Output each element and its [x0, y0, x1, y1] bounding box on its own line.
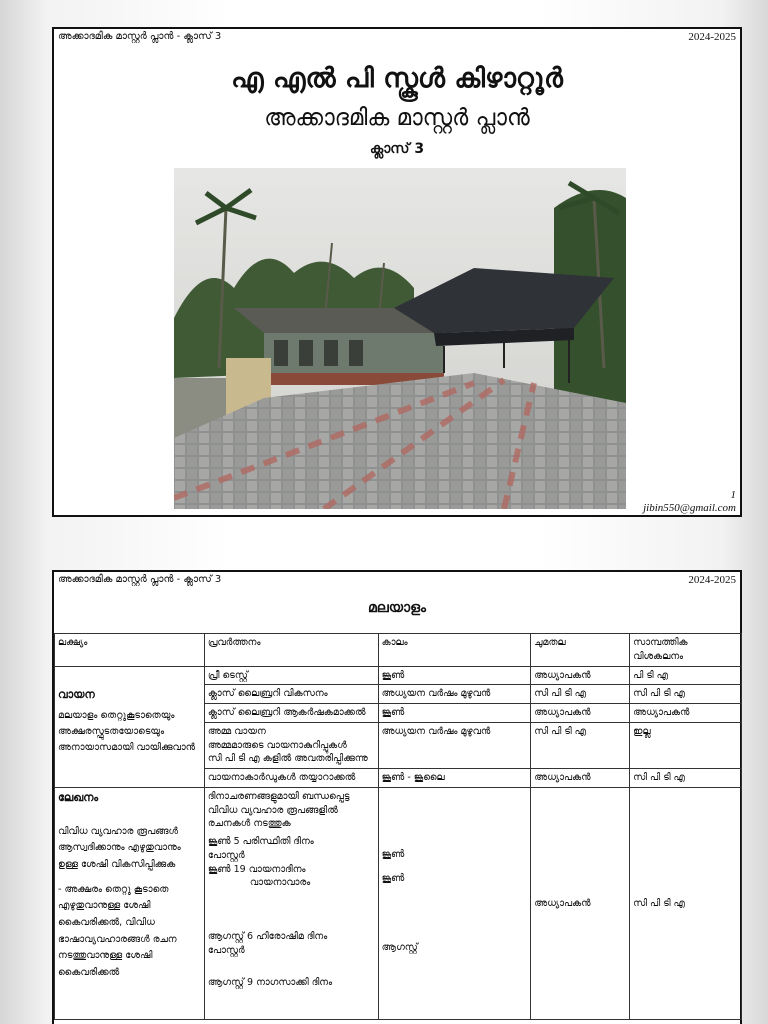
writing-heading: ലേഖനം — [58, 790, 99, 804]
table-row — [55, 666, 742, 685]
page-number: 1 — [730, 489, 736, 501]
writing-time-cell — [378, 787, 531, 1019]
school-photo — [174, 168, 626, 509]
responsibility-cell: സി പി ടി എ — [531, 722, 630, 768]
col-header-responsibility: ചുമതല — [531, 634, 630, 667]
activity-line: പോസ്റ്റർ — [207, 849, 245, 861]
finance-cell: പി ടി എ — [630, 666, 742, 685]
activity-cell: ക്ലാസ് ലൈബ്രറി വികസനം — [204, 685, 378, 704]
writing-goal-1: വിവിധ വ്യവഹാര രൂപങ്ങൾ ആസ്വദിക്കാനും എഴുതുവാനും ഉള്ള ശേഷി വികസിപ്പിക്കുക — [58, 825, 181, 871]
finance-cell: അധ്യാപകൻ — [630, 704, 742, 723]
activity-line: വായനാവാരം — [249, 877, 311, 889]
time-cell: അധ്യയന വർഷം മുഴുവൻ — [378, 722, 531, 768]
time-line: ജൂൺ — [381, 872, 405, 884]
activity-line: സി പി ടി എ കളിൽ അവതരിപ്പിക്കുന്നു — [207, 753, 368, 765]
writing-activity-cell — [204, 787, 378, 1019]
header-left: അക്കാദമിക മാസ്റ്റർ പ്ലാൻ - ക്ലാസ് 3 — [58, 574, 222, 585]
writing-activity-intro: ദിനാചരണങ്ങളുമായി ബന്ധപ്പെട്ട വിവിധ വ്യവഹാര രൂപങ്ങളിൽ രചനകൾ നടത്തുക — [207, 790, 350, 830]
class-title: ക്ലാസ് 3 — [369, 141, 425, 157]
table-header-row — [55, 634, 742, 667]
writing-responsibility-cell: അധ്യാപകൻ — [531, 787, 630, 1019]
responsibility-cell: സി പി ടി എ — [531, 685, 630, 704]
malayalam-plan-page — [52, 570, 742, 1024]
responsibility-cell: അധ്യാപകൻ — [531, 769, 630, 788]
plan-title: അക്കാദമിക മാസ്റ്റർ പ്ലാൻ — [264, 105, 530, 131]
writing-finance-cell: സി പി ടി എ — [630, 787, 742, 1019]
time-cell: അധ്യയന വർഷം മുഴുവൻ — [378, 685, 531, 704]
activity-line: ജൂൺ 5 പരിസ്ഥിതി ദിനം — [207, 836, 314, 848]
finance-cell: സി പി ടി എ — [630, 685, 742, 704]
responsibility-cell: അധ്യാപകൻ — [531, 704, 630, 723]
finance-cell: ഇല്ല — [630, 722, 742, 768]
writing-goal-cell — [55, 787, 205, 1019]
time-cell: ജൂൺ - ജൂലൈ — [378, 769, 531, 788]
header-year: 2024-2025 — [688, 574, 736, 586]
col-header-time: കാലം — [378, 634, 531, 667]
finance-cell: സി പി ടി എ — [630, 769, 742, 788]
writing-goal-2: - അക്ഷരം തെറ്റു കൂടാതെ എഴുതുവാനുള്ള ശേഷി കൈവരിക്കൽ, വിവിധ ഭാഷാവ്യവഹാരങ്ങൾ രചന നടത്തുവാനുള്ള ശേഷി കൈവരിക്കൽ — [58, 883, 177, 978]
reading-goal: മലയാളം തെറ്റുകൂടാതെയും അക്ഷരസ്ഫുടതയോടെയും അനായാസമായി വായിക്കുവാൻ — [58, 710, 196, 753]
footer-email: jibin550@gmail.com — [643, 502, 736, 514]
activity-line: അമ്മ വായന — [207, 725, 266, 737]
cover-page — [52, 27, 742, 517]
activity-cell: പ്രീ ടെസ്റ്റ് — [204, 666, 378, 685]
time-line: ആഗസ്റ്റ് — [381, 942, 418, 954]
col-header-finance: സാമ്പത്തിക വിശകലനം — [630, 634, 742, 667]
col-header-activity: പ്രവർത്തനം — [204, 634, 378, 667]
time-cell: ജൂൺ — [378, 666, 531, 685]
col-header-goal: ലക്ഷ്യം — [55, 634, 205, 667]
table-row — [55, 787, 742, 1019]
activity-line: അമ്മമാരുടെ വായനാകുറിപ്പുകൾ — [207, 739, 347, 751]
activity-line: ആഗസ്റ്റ് 6 ഹിരോഷിമ ദിനം — [207, 931, 328, 943]
activity-cell — [204, 722, 378, 768]
reading-goal-cell — [55, 666, 205, 787]
activity-line: പോസ്റ്റർ — [207, 945, 245, 957]
responsibility-cell: അധ്യാപകൻ — [531, 666, 630, 685]
plan-table — [54, 633, 742, 1020]
activity-line: ആഗസ്റ്റ് 9 നാഗസാക്കി ദിനം — [207, 976, 333, 988]
reading-heading: വായന — [58, 687, 95, 701]
school-name: എ എൽ പി സ്കൂൾ കിഴാറ്റൂർ — [231, 63, 563, 94]
subject-title: മലയാളം — [367, 600, 427, 616]
time-cell: ജൂൺ — [378, 704, 531, 723]
time-line: ജൂൺ — [381, 848, 405, 860]
header-year: 2024-2025 — [688, 31, 736, 43]
activity-cell: ക്ലാസ് ലൈബ്രറി ആകർഷകമാക്കൽ — [204, 704, 378, 723]
activity-cell: വായനാകാർഡുകൾ തയ്യാറാക്കൽ — [204, 769, 378, 788]
header-left: അക്കാദമിക മാസ്റ്റർ പ്ലാൻ - ക്ലാസ് 3 — [58, 31, 222, 42]
activity-line: ജൂൺ 19 വായനാദിനം — [207, 863, 306, 875]
